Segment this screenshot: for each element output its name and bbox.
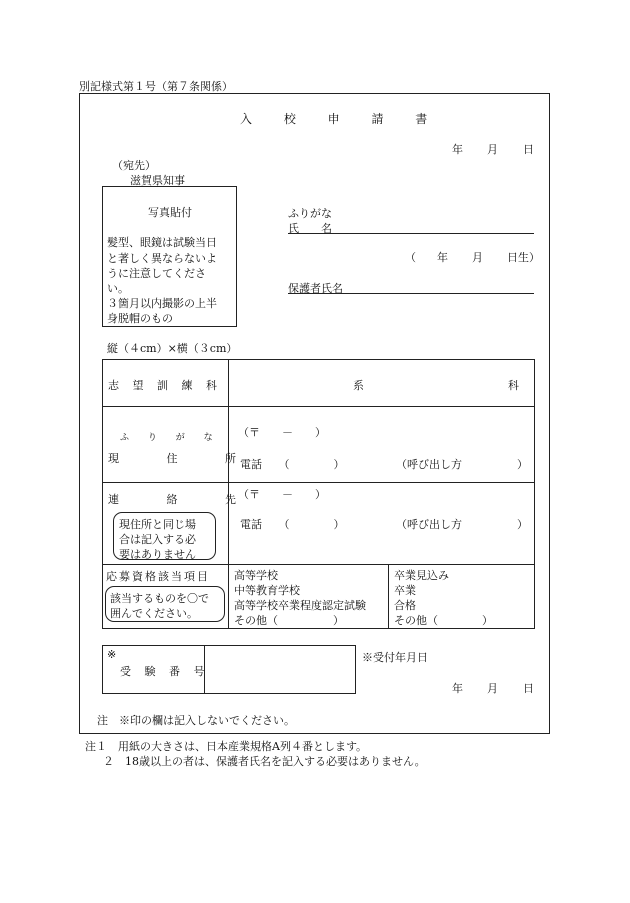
exam-mark: ※ — [107, 648, 117, 661]
received-day: 日 — [523, 682, 534, 695]
qualification-label: 応募資格該当項目 — [106, 570, 210, 583]
birth-day: 日生） — [507, 251, 540, 264]
address-furigana: ふ り が な — [120, 433, 221, 443]
course-label: 志 望 訓 練 科 — [108, 379, 222, 392]
contact-note-3: 要はありません — [119, 548, 196, 561]
name-field[interactable] — [288, 233, 534, 234]
course-kei[interactable]: 系 — [353, 379, 364, 392]
contact-phone[interactable]: 電話 （ ） — [240, 518, 345, 531]
course-ka[interactable]: 科 — [508, 379, 519, 392]
inner-note: 注 ※印の欄は記入しないでください。 — [97, 714, 295, 727]
address-call[interactable]: （呼び出し方 ） — [396, 458, 528, 471]
date-day: 日 — [523, 143, 534, 156]
guardian-label: 保護者氏名 — [288, 282, 343, 295]
contact-call[interactable]: （呼び出し方 ） — [396, 518, 528, 531]
row-line — [102, 482, 535, 483]
furigana-label: ふりがな — [288, 207, 332, 220]
addressee-label: （宛先） — [112, 159, 156, 172]
contact-postal[interactable]: （〒 － ） — [238, 488, 326, 501]
footnote-1: 注１ 用紙の大きさは、日本産業規格A列４番とします。 — [85, 740, 368, 753]
footnote-2: ２ 18歳以上の者は、保護者氏名を記入する必要はありません。 — [103, 755, 426, 768]
qual-right-2[interactable]: 卒業 — [394, 584, 416, 597]
addressee-name: 滋賀県知事 — [130, 174, 185, 187]
birth-month: 月 — [472, 251, 483, 264]
photo-note-5: ３箇月以内撮影の上半 — [107, 297, 217, 310]
address-phone[interactable]: 電話 （ ） — [240, 458, 345, 471]
photo-size: 縦（４cm）×横（３cm） — [107, 342, 238, 355]
qual-left-2[interactable]: 中等教育学校 — [234, 584, 300, 597]
birth-open: （ — [405, 251, 416, 264]
photo-note-6: 身脱帽のもの — [107, 312, 173, 325]
date-month: 月 — [487, 143, 498, 156]
contact-note-1: 現住所と同じ場 — [119, 518, 196, 531]
qual-right-1[interactable]: 卒業見込み — [394, 569, 449, 582]
qualification-note-2: 囲んでください。 — [110, 607, 198, 620]
birth-year: 年 — [437, 251, 448, 264]
qual-right-3[interactable]: 合格 — [394, 599, 416, 612]
photo-note-1: 髪型、眼鏡は試験当日 — [107, 236, 217, 249]
name-label: 氏 名 — [288, 222, 332, 235]
row-line — [102, 564, 535, 565]
guardian-field[interactable] — [288, 293, 534, 294]
qualification-divider — [388, 564, 389, 629]
qual-left-4[interactable]: その他（ ） — [234, 614, 344, 627]
photo-note-4: い。 — [107, 282, 129, 295]
received-year: 年 — [452, 682, 463, 695]
row-line — [102, 406, 535, 407]
contact-label: 連 絡 先 — [108, 493, 258, 506]
form-id: 別記様式第１号（第７条関係） — [79, 80, 233, 93]
address-label: 現 住 所 — [108, 452, 258, 465]
received-label: ※受付年月日 — [362, 651, 428, 664]
form-title: 入 校 申 請 書 — [240, 112, 442, 126]
date-year: 年 — [452, 143, 463, 156]
qual-left-3[interactable]: 高等学校卒業程度認定試験 — [234, 599, 366, 612]
photo-title: 写真貼付 — [148, 206, 192, 219]
qualification-note-1: 該当するものを〇で — [110, 592, 209, 605]
qual-left-1[interactable]: 高等学校 — [234, 569, 278, 582]
address-postal[interactable]: （〒 － ） — [238, 426, 326, 439]
contact-note-2: 合は記入する必 — [119, 533, 196, 546]
photo-note-3: うに注意してくださ — [107, 267, 206, 280]
exam-label: 受 験 番 号 — [120, 665, 210, 678]
photo-note-2: と著しく異ならないよ — [107, 252, 217, 265]
qual-right-4[interactable]: その他（ ） — [394, 614, 493, 627]
received-month: 月 — [487, 682, 498, 695]
